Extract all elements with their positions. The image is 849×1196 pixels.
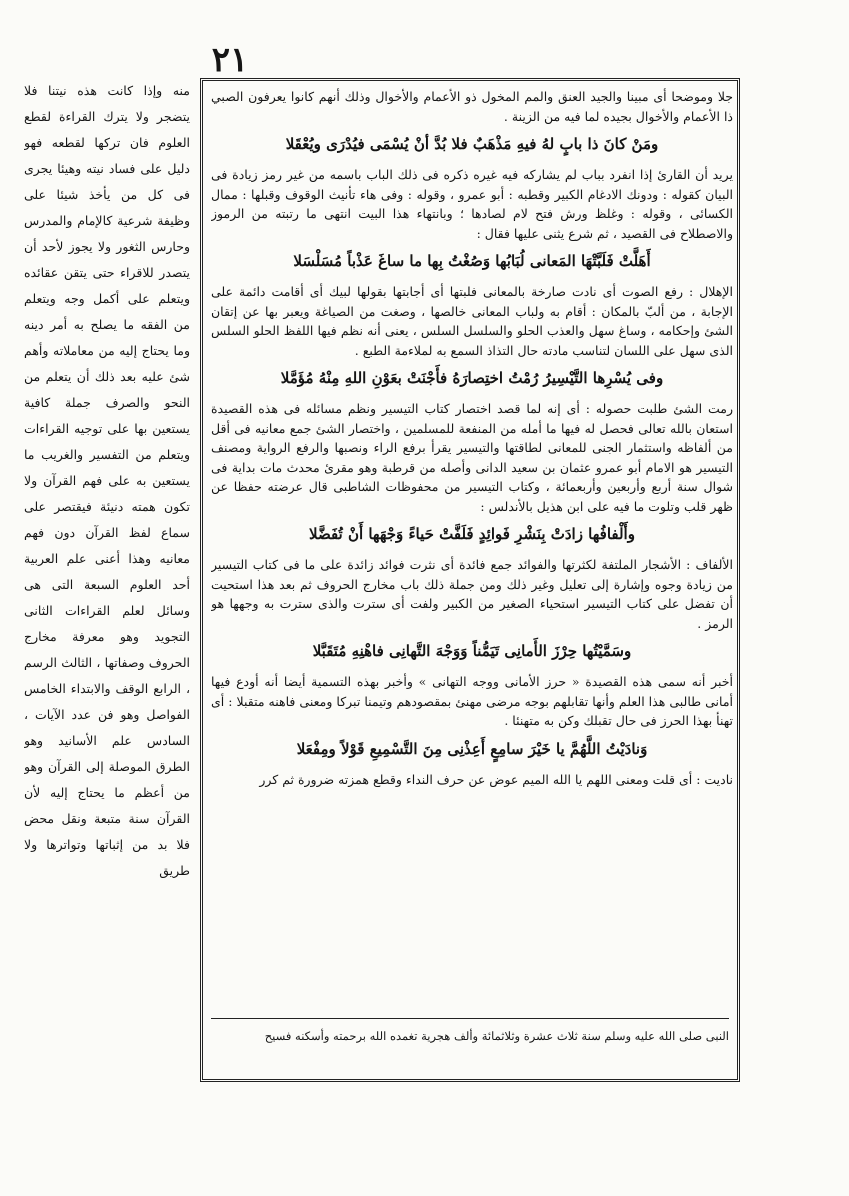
commentary-paragraph: الألفاف : الأشجار الملتفة لكثرتها والفوائد جمع فائدة أى نثرت فوائد زائدة على ما فى كتاب التيسير من زيادة وجوه وإشارة إلى تعليل وغير ذلك ومن جملة ذلك باب مخارج الحروف ثم بعد هذا استحيت أن تفضل على كتاب التيسير استحياء الصغير من الكبير ولفت أى سترت والذى سترت به وجهها هو الرمز .: [211, 557, 733, 631]
main-commentary: [211, 87, 733, 1017]
commentary-paragraph: الإهلال : رفع الصوت أى نادت صارخة بالمعانى فلبتها أى أجابتها بقولها لبيك أى أقامت دائمة على الإجابة ، من ألبّ بالمكان : أقام به ولباب المعانى خالصها ، وصغت من الصياغة ويعبر بها عن إتقان الشئ وإحكامه ، وساغ سهل والعذب الحلو والسلسل السلس ، يعنى أنه نظم فيها اللفظ الحلو السلس الذى سهل على اللسان لتناسب مادته حال التذاذ السمع به لملاءمة الطبع .: [211, 284, 733, 358]
page-number: ٢١: [211, 40, 249, 80]
commentary-paragraph: جلا وموضحا أى مبينا والجيد العنق والمم المخول ذو الأعمام والأخوال وذلك أنهم كانوا يعرفون الصبي ذا الأعمام والأخوال بجيده لما فيه من الزينة .: [211, 89, 733, 124]
main-text-frame: [200, 78, 740, 1082]
footnote: النبى صلى الله عليه وسلم سنة ثلاث عشرة وثلاثمائة وألف هجرية تغمده الله برحمته وأسكنه فسيح: [211, 1018, 729, 1073]
verse-line: أَهَلَّتْ فَلَبَّتْهَا المَعانى لُبَابُها وَصُغْتُ بِها ما ساغَ عَذْباً مُسَلْسَلا: [293, 252, 651, 270]
verse-line: وسَمَّيْتُها حِرْزَ الأَمانِى تَيَمُّناً وَوَجْهَ التَّهانِى فاهْنِهِ مُتَقَبَّلا: [312, 642, 632, 660]
verse-line: ومَنْ كانَ ذا بابٍ لهُ فيهِ مَذْهَبٌ فلا بُدَّ أنْ يُسْمَى فيُدْرَى ويُعْقَلا: [285, 135, 659, 153]
commentary-paragraph: أخبر أنه سمى هذه القصيدة « حرز الأمانى ووجه التهانى » وأخبر بهذه التسمية أيضا أنه أودع فيها أمانى طالبى هذا العلم وأنها تقابلهم بوجه مرضى مهنئ بمقصودهم وتيمنا تبركا ومعنى فاهنه متقبلا : أى تهنأ بهذا الحرز فى حال تقبلك وكن به متهنئا .: [211, 674, 733, 728]
verse-line: وَنادَيْتُ اللَّهُمَّ يا خَيْرَ سامِعٍ أَعِذْنِى مِنَ التَّسْمِيعِ قَوْلاً ومِفْعَلا: [296, 739, 648, 758]
commentary-paragraph: يريد أن القارئ إذا انفرد بباب لم يشاركه فيه غيره ذكره فى ذلك الباب باسمه من غير رمز زيادة فى البيان كقوله : ودونك الادغام الكبير وقطبه : أبو عمرو ، وقوله : وفى هاء تأنيث الوقوف وقبلها : ممال الكسائى ، وقوله : وغلظ ورش فتح لام لصادها ؛ وبانتهاء هذا البيت انتهى ما رتبته من الرموز والاصطلاح فى القصيد ، ثم شرع يثنى عليها فقال :: [211, 167, 733, 241]
commentary-paragraph: رمت الشئ طلبت حصوله : أى إنه لما قصد اختصار كتاب التيسير ونظم مسائله فى هذه القصيدة استعان بالله تعالى فحصل له فيها ما أمله من المنفعة للمسلمين ، واختصار الشئ جمع معانيه فى أقل من ألفاظه واستثمار الجنى للمعانى لطاقتها والتيسير يقرأ برفع الراء ونصبها والرفع الرواية ومصنف التيسير هو الامام أبو عمرو عثمان بن سعيد الدانى وأصله من قرطبة وهو مقرئ محدث مات بداية فى شوال سنة أربع وأربعين وأربعمائة ، وكتاب التيسير من محفوظات الشاطبى قال عرضته حفظا عن ظهر قلب وتلوت ما فيه على ابن هذيل بالأندلس :: [211, 401, 733, 514]
verse-line: وأَلْفافُها زادَتْ بِنَشْرِ فَوائِدٍ فَلَفَّتْ حَياءً وَجْهَها أَنْ تُفَضَّلا: [309, 525, 635, 543]
verse-line: وفى يُسْرِها التَّيْسِيرُ رُمْتُ اختِصارَهُ فأَجْنَتْ بعَوْنِ اللهِ مِنْهُ مُؤَمَّلا: [280, 369, 664, 387]
margin-commentary: منه وإذا كانت هذه نيتنا فلا يتضجر ولا يترك القراءة لقطع العلوم فان تركها لقطعه فهو دليل على فساد نيته وهيئا يجرى فى كل من يأخذ شيئا على وظيفة شرعية كالإمام والمدرس وحارس الثغور ولا يجوز لأحد أن يتصدر للاقراء حتى يتقن عقائده ويتعلم على أكمل وجه ويتعلم من الفقه ما يصلح به أمر دينه وما يحتاج إليه من معاملاته وأهم شئ عليه بعد ذلك أن يتعلم من النحو والصرف جملة كافية يستعين بها على توجيه القراءات ويتعلم من التفسير والغريب ما يستعين به على فهم القرآن ولا تكون همته دنيئة فيقتصر على سماع لفظ القرآن دون فهم معانيه وهذا أعنى علم العربية أحد العلوم السبعة التى هى وسائل لعلم القراءات الثانى التجويد وهو معرفة مخارج الحروف وصفاتها ، الثالث الرسم ، الرابع الوقف والابتداء الخامس الفواصل وهو فن عدد الآيات ، السادس علم الأسانيد وهو الطرق الموصلة إلى القرآن وهو من أعظم ما يحتاج إليه لأن القرآن سنة متبعة ونقل محض فلا بد من إثباتها وتواترها ولا طريق: [24, 83, 190, 878]
commentary-paragraph: ناديت : أى قلت ومعنى اللهم يا الله الميم عوض عن حرف النداء وقطع همزته ضرورة ثم كرر: [259, 771, 733, 787]
